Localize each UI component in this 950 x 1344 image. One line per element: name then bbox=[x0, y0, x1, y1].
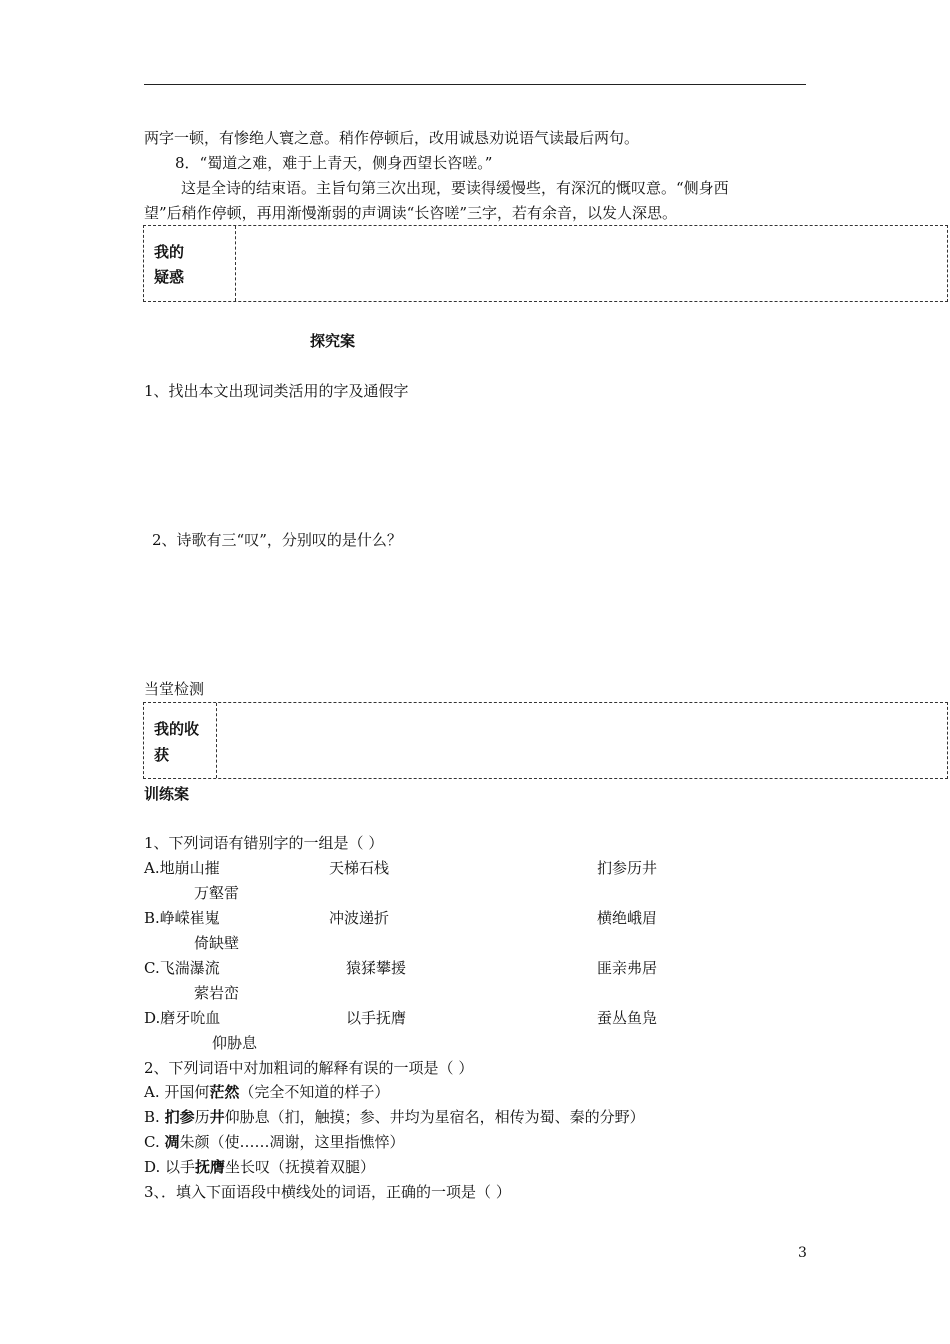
q2-b-bold-term-2: 井 bbox=[209, 1108, 225, 1126]
item-8-explanation-1: 这是全诗的结束语。主旨句第三次出现，要读得缓慢些，有深沉的慨叹意。“侧身西 bbox=[181, 179, 729, 197]
check-heading: 当堂检测 bbox=[144, 680, 205, 698]
q1-option-c-1: C.飞湍瀑流 bbox=[144, 959, 220, 977]
q1-option-b-3: 横绝峨眉 bbox=[597, 909, 658, 927]
training-q3-stem: 3、．填入下面语段中横线处的词语，正确的一项是（ ） bbox=[144, 1183, 511, 1201]
training-heading: 训练案 bbox=[144, 785, 190, 803]
training-q2-stem: 2、下列词语中对加粗词的解释有误的一项是（ ） bbox=[144, 1059, 474, 1077]
item-8: 8．“蜀道之难，难于上青天，侧身西望长咨嗟。” bbox=[175, 154, 493, 172]
doubt-box bbox=[143, 225, 948, 302]
q1-option-d-2: 以手抚膺 bbox=[346, 1009, 407, 1027]
q2-c-bold-term: 凋 bbox=[164, 1133, 180, 1151]
q1-option-a-4: 万壑雷 bbox=[194, 884, 240, 902]
q2-option-b bbox=[144, 1107, 645, 1127]
q1-option-b-2: 冲波递折 bbox=[329, 909, 390, 927]
q1-option-b-4: 倚缺壁 bbox=[194, 934, 240, 952]
gain-label-line-2: 获 bbox=[154, 746, 170, 764]
q2-d-suffix: 坐长叹（抚摸着双腿） bbox=[225, 1158, 376, 1176]
explore-question-1: 1、找出本文出现词类活用的字及通假字 bbox=[144, 382, 409, 400]
q2-d-bold-term: 抚膺 bbox=[195, 1158, 226, 1176]
q2-c-prefix: C. bbox=[144, 1133, 165, 1151]
q1-option-b-1: B.峥嵘崔嵬 bbox=[144, 909, 220, 927]
q2-b-bold-term-1: 扪参 bbox=[164, 1108, 195, 1126]
doubt-label-line-1: 我的 bbox=[154, 243, 185, 261]
doubt-label-line-2: 疑惑 bbox=[154, 268, 185, 286]
doubt-label-cell bbox=[144, 226, 236, 301]
q2-a-suffix: （完全不知道的样子） bbox=[239, 1083, 390, 1101]
q1-option-c-3: 匪亲弗居 bbox=[597, 959, 658, 977]
q2-option-c bbox=[144, 1132, 405, 1152]
q2-b-mid: 历 bbox=[194, 1108, 210, 1126]
header-rule bbox=[144, 84, 806, 85]
q2-a-prefix: A. 开国何 bbox=[144, 1083, 210, 1101]
q2-d-prefix: D. 以手 bbox=[144, 1158, 196, 1176]
q2-b-suffix: 仰胁息（扪，触摸；参、井均为星宿名，相传为蜀、秦的分野） bbox=[224, 1108, 645, 1126]
q2-option-a bbox=[144, 1082, 389, 1102]
q1-option-d-3: 蚕丛鱼凫 bbox=[597, 1009, 658, 1027]
explore-heading: 探究案 bbox=[310, 332, 356, 350]
q2-c-suffix: 朱颜（使……凋谢，这里指憔悴） bbox=[179, 1133, 405, 1151]
item-8-explanation-2: 望”后稍作停顿，再用渐慢渐弱的声调读“长咨嗟”三字，若有余音，以发人深思。 bbox=[144, 204, 678, 222]
q2-b-prefix: B. bbox=[144, 1108, 165, 1126]
q1-option-c-2: 猿猱攀援 bbox=[346, 959, 407, 977]
q1-option-d-1: D.磨牙吮血 bbox=[144, 1009, 221, 1027]
q2-option-d bbox=[144, 1157, 375, 1177]
q1-option-d-4: 仰胁息 bbox=[212, 1034, 258, 1052]
q1-option-a-3: 扪参历井 bbox=[597, 859, 658, 877]
q1-option-a-2: 天梯石栈 bbox=[329, 859, 390, 877]
training-q1-stem: 1、下列词语有错别字的一组是（ ） bbox=[144, 834, 384, 852]
gain-label-cell bbox=[144, 703, 217, 778]
gain-box bbox=[143, 702, 948, 779]
page-number: 3 bbox=[798, 1245, 807, 1261]
explore-question-2: 2、诗歌有三“叹”，分别叹的是什么？ bbox=[152, 531, 402, 549]
continued-line: 两字一顿，有惨绝人寰之意。稍作停顿后，改用诚恳劝说语气读最后两句。 bbox=[144, 129, 640, 147]
q2-a-bold-term: 茫然 bbox=[209, 1083, 240, 1101]
q1-option-c-4: 萦岩峦 bbox=[194, 984, 240, 1002]
q1-option-a-1: A.地崩山摧 bbox=[144, 859, 220, 877]
gain-label-line-1: 我的收 bbox=[154, 720, 200, 738]
